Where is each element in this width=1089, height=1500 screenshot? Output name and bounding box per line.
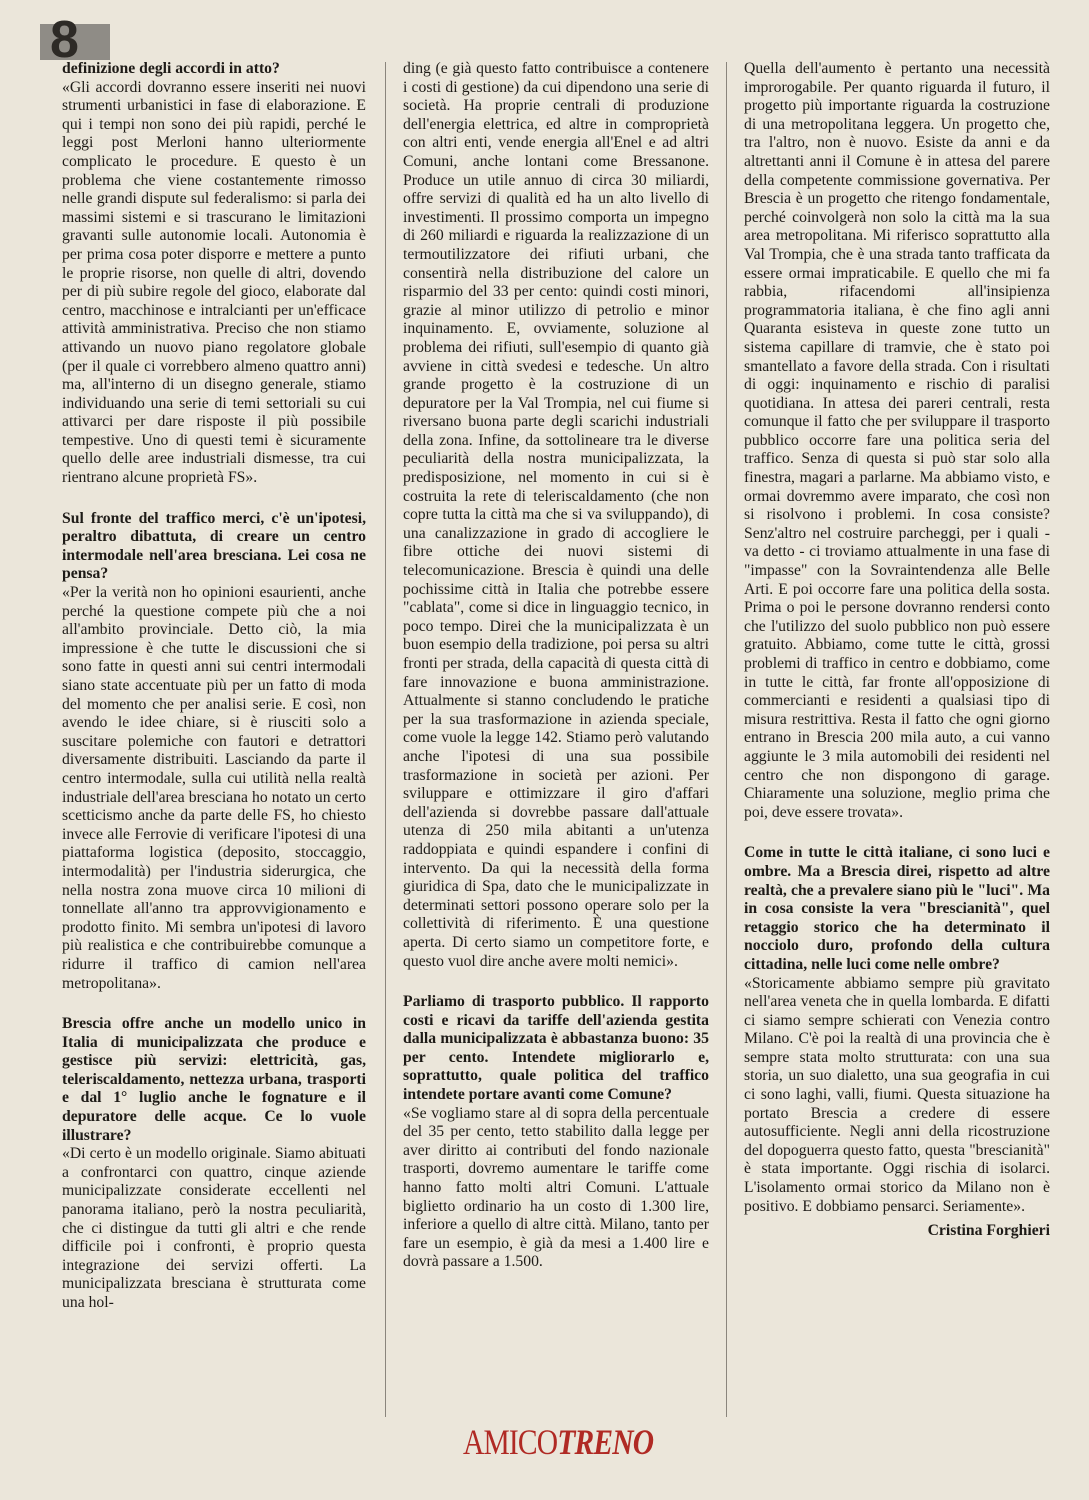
masthead-amico: AMICO — [463, 1422, 558, 1462]
interview-question: Come in tutte le città italiane, ci sono luci e ombre. Ma a Brescia direi, rispetto ad altre realtà, che a prevalere siano più le "luci". Ma in cosa consiste la vera "brescianità", quel retaggio storico che ha determinato il nocciolo duro, profondo della cultura cittadina, nelle luci come nelle ombre? — [744, 844, 1050, 973]
interview-answer: «Storicamente abbiamo sempre più gravitato nell'area veneta che in quella lombarda. E difatti ci siamo sempre schierati con Venezia contro Milano. C'è poi la realtà di una provincia che è sempre stata molto strutturata: con una sua storia, un suo dialetto, una sua geografia in cui ci sono laghi, valli, fiumi. Questa situazione ha portato Brescia a credere di essere autosufficiente. Negli anni della ricostruzione del dopoguerra questo fatto, questa "brescianità" è stata importante. Oggi rischia di isolarci. L'isolamento ormai storico da Milano non è positivo. E dobbiamo pensarci. Seriamente». — [744, 974, 1050, 1215]
column-3 — [744, 60, 1050, 1241]
page-number: 8 — [50, 11, 79, 69]
magazine-masthead — [463, 1418, 654, 1468]
interview-question: Parliamo di trasporto pubblico. Il rapporto costi e ricavi da tariffe dell'azienda gestita dalla municipalizzata è abbastanza buono: 35 per cento. Intendete migliorarlo e, soprattutto, quale politica del traffico intendete portare avanti come Comune? — [403, 993, 709, 1104]
interview-question: Brescia offre anche un modello unico in Italia di municipalizzata che produce e gestisce più servizi: elettricità, gas, teleriscaldamento, nettezza urbana, trasporti e dal 1° luglio anche le fognature e il depuratore delle acque. Ce lo vuole illustrare? — [62, 1015, 366, 1144]
column-divider — [726, 62, 727, 1417]
interview-answer: «Se vogliamo stare al di sopra della percentuale del 35 per cento, tetto stabilito dalla legge per aver diritto ai contributi del fondo nazionale trasporti, dovremo aumentare le tariffe come hanno fatto molti altri Comuni. L'attuale biglietto ordinario ha un costo di 1.300 lire, inferiore a quello di altre città. Milano, tanto per fare un esempio, è già da mesi a 1.400 lire e dovrà passare a 1.500. — [403, 1104, 709, 1271]
interview-question: Sul fronte del traffico merci, c'è un'ipotesi, peraltro dibattuta, di creare un centro intermodale nell'area bresciana. Lei cosa ne pensa? — [62, 509, 366, 583]
column-2 — [403, 60, 709, 1272]
interview-answer: ding (e già questo fatto contribuisce a contenere i costi di gestione) da cui dipendono una serie di società. Ha proprie centrali di produzione dell'energia elettrica, ed altre in comproprietà con altri enti, vende energia all'Enel e ad altri Comuni, anche lontani come Bressanone. Produce un utile annuo di circa 30 miliardi, offre servizi di qualità ed ha un alto livello di investimenti. Il prossimo comporta un impegno di 260 miliardi e riguarda la realizzazione di un termoutilizzatore dei rifiuti urbani, che consentirà nella distribuzione del calore un risparmio del 33 per cento: quindi costi minori, grazie al minor utilizzo di petrolio e minor inquinamento. E, ovviamente, soluzione al problema dei rifiuti, sull'esempio di quanto già avviene in città svedesi e tedesche. Un altro grande progetto è la costruzione di un depuratore per la Val Trompia, nel cui fiume si riversano buona parte degli scarichi industriali della zona. Infine, da sottolineare tra le diverse peculiarità della nostra municipalizzata, la predisposizione, nel momento in cui si è costruita la rete di teleriscaldamento (che non copre tutta la città ma che si va sviluppando), di una canalizzazione in grado di accogliere le fibre ottiche dei nuovi sistemi di telecomunicazione. Brescia è quindi una delle pochissime città in Italia che potrebbe essere "cablata", come si dice in linguaggio tecnico, in poco tempo. Direi che la municipalizzata è un buon esempio della tradizione, poi persa su altri fronti per strada, della capacità di questa città di fare innovazione e buona amministrazione. Attualmente si stanno concludendo le pratiche per la sua trasformazione in azienda speciale, come vuole la legge 142. Stiamo però valutando anche l'ipotesi di una sua possibile trasformazione in società per azioni. Per sviluppare e ottimizzare il giro d'affari dell'azienda si dovrebbe passare dall'attuale utenza di 250 mila abitanti a un'utenza raddoppiata e quindi espandere i confini di intervento. Da qui la necessità della forma giuridica di Spa, dato che le municipalizzate in determinati settori possono operare solo per la collettività di riferimento. È una questione aperta. Di certo siamo un competitore forte, e questo vuol dire anche avere molti nemici». — [403, 60, 709, 970]
masthead-treno: TRENO — [557, 1422, 654, 1462]
author-byline: Cristina Forghieri — [927, 1222, 1050, 1240]
column-divider — [385, 62, 386, 1417]
interview-answer: «Di certo è un modello originale. Siamo abituati a confrontarci con quattro, cinque aziende municipalizzate considerate eccellenti nel panorama italiano, però la nostra peculiarità, che ci distingue da tutti gli altri e che rende difficile poi i confronti, è proprio questa integrazione dei servizi offerti. La municipalizzata bresciana è strutturata come una hol- — [62, 1145, 366, 1311]
interview-question: definizione degli accordi in atto? — [62, 60, 280, 77]
interview-answer: «Gli accordi dovranno essere inseriti nei nuovi strumenti urbanistici in fase di elaborazione. E qui i tempi non sono dei più rapidi, perché le leggi post Merloni hanno ulteriormente complicato le procedure. E questo è un problema che viene costantemente rimosso nelle grandi dispute sul federalismo: si parla dei massimi sistemi e si trascurano le limitazioni gravanti sulle autonomie locali. Autonomia è per prima cosa poter disporre e mettere a punto le proprie risorse, non quelle di altri, dovendo per di più subire regole del gioco, elaborate dal centro, macchinose e intralcianti per un'efficace attività amministrativa. Preciso che non stiamo attivando un nuovo piano regolatore globale (per il quale ci vorrebbero almeno quattro anni) ma, all'interno di un disegno generale, stiamo individuando una serie di temi settoriali su cui attivarci per dare risposte il più possibile tempestive. Uno di questi temi è sicuramente quello delle aree industriali dismesse, tra cui rientrano alcune proprietà FS». — [62, 78, 366, 487]
interview-answer: «Per la verità non ho opinioni esaurienti, anche perché la questione compete più che a noi all'ambito provinciale. Detto ciò, la mia impressione è che tutte le discussioni che si sono fatte in questi anni sui centri intermodali siano state accentuate più per un fatto di moda del momento che per analisi serie. E così, non avendo le idee chiare, si è riusciti solo a suscitare polemiche con fautori e detrattori diversamente distribuiti. Lasciando da parte il centro intermodale, sulla cui utilità nella realtà industriale dell'area bresciana ho notato un certo scetticismo anche da parte delle FS, ho chiesto invece alle Ferrovie di verificare l'ipotesi di una piattaforma logistica (deposito, stoccaggio, intermodalità) per l'industria siderurgica, che nella nostra zona muove circa 10 milioni di tonnellate all'anno tra approvvigionamento e prodotto finito. Mi sembra un'ipotesi di lavoro più realistica e che contribuirebbe comunque a ridurre il traffico di camion nell'area metropolitana». — [62, 584, 366, 992]
interview-answer: Quella dell'aumento è pertanto una necessità improrogabile. Per quanto riguarda il futuro, il progetto più importante riguarda la costruzione di una metropolitana leggera. Un progetto che, tra l'altro, non è nuovo. Esiste da anni e da altrettanti anni il Comune è in attesa del parere della competente commissione governativa. Per Brescia è un progetto che ritengo fondamentale, perché coinvolgerà non solo la città ma la sua area metropolitana. Mi riferisco soprattutto alla Val Trompia, che è una strada tanto trafficata da essere ormai impraticabile. E quello che mi fa rabbia, rifacendomi all'insipienza programmatoria italiana, è che fino agli anni Quaranta esisteva in queste zone tutto un sistema capillare di tramvie, che è stato poi smantellato a favore della strada. Con i risultati di oggi: inquinamento e rischio di paralisi quotidiana. In attesa dei pareri centrali, resta comunque il fatto che per sviluppare il trasporto pubblico occorre fare una politica seria del traffico. Senza di questa si può star solo alla finestra, magari a parlarne. Ma abbiamo visto, e ormai dovremmo avere imparato, che così non si risolvono i problemi. In cosa consiste? Senz'altro nel costruire parcheggi, per i quali - va detto - ci troviamo attualmente in una fase di "impasse" con la Sovraintendenza alle Belle Arti. E poi occorre fare una politica della sosta. Prima o poi le persone dovranno rendersi conto che l'utilizzo del suolo pubblico non può essere gratuito. Abbiamo, come tutte le città, grossi problemi di traffico in centro e dobbiamo, come in tutte le città, far fronte all'opposizione di commercianti e residenti a qualsiasi tipo di misura restrittiva. Resta il fatto che ogni giorno entrano in Brescia 200 mila auto, a cui vanno aggiunte le 3 mila automobili dei residenti nel centro che non dispongono di garage. Chiaramente una soluzione, meglio prima che poi, deve essere trovata». — [744, 60, 1050, 821]
column-1 — [62, 60, 366, 1313]
